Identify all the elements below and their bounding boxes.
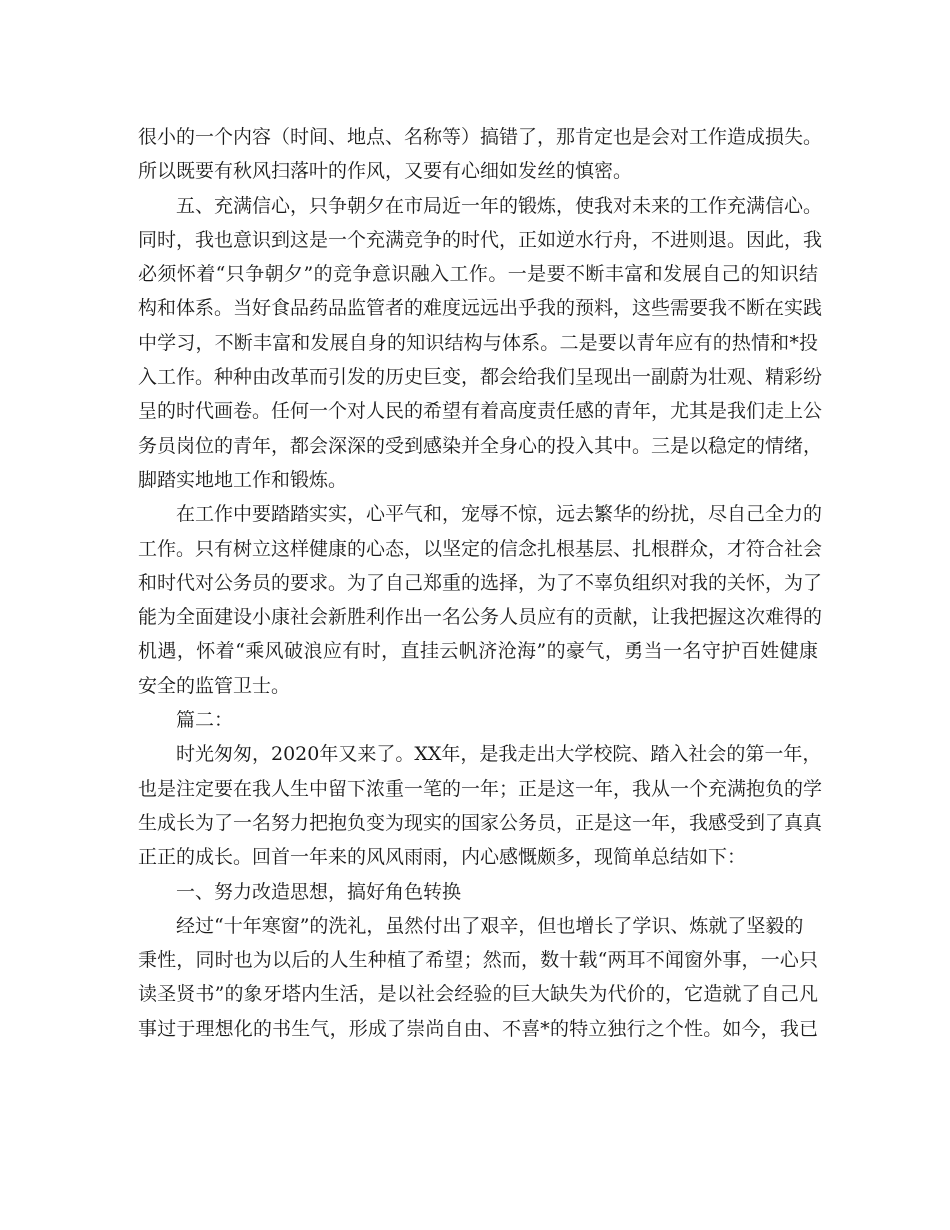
text-line: 安全的监管卫士。 bbox=[138, 674, 291, 697]
text-line: 同时，我也意识到这是一个充满竞争的时代，正如逆水行舟，不进则退。因此，我 bbox=[138, 228, 823, 251]
text-line: 篇二： bbox=[176, 709, 234, 732]
text-line: 正正的成长。回首一年来的风风雨雨，内心感慨颇多，现简单总结如下： bbox=[138, 846, 747, 869]
text-line: 入工作。种种由改革而引发的历史巨变，都会给我们呈现出一副蔚为壮观、精彩纷 bbox=[138, 366, 823, 389]
text-line: 机遇，怀着“乘风破浪应有时，直挂云帆济沧海”的豪气，勇当一名守护百姓健康 bbox=[138, 640, 818, 663]
text-line: 中学习，不断丰富和发展自身的知识结构与体系。二是要以青年应有的热情和*投 bbox=[138, 331, 818, 354]
text-line: 事过于理想化的书生气，形成了崇尚自由、不喜*的特立独行之个性。如今，我已 bbox=[138, 1017, 818, 1040]
text-line: 在工作中要踏踏实实，心平气和，宠辱不惊，远去繁华的纷扰，尽自己全力的 bbox=[176, 503, 823, 526]
document-body bbox=[138, 120, 823, 1046]
text-line: 构和体系。当好食品药品监管者的难度远远出乎我的预料，这些需要我不断在实践 bbox=[138, 297, 823, 320]
text-line: 经过“十年寒窗”的洗礼，虽然付出了艰辛，但也增长了学识、炼就了坚毅的 bbox=[176, 914, 804, 937]
text-line: 秉性，同时也为以后的人生种植了希望；然而，数十载“两耳不闻窗外事，一心只 bbox=[138, 949, 818, 972]
text-line: 生成长为了一名努力把抱负变为现实的国家公务员，正是这一年，我感受到了真真 bbox=[138, 811, 823, 834]
text-line: 很小的一个内容（时间、地点、名称等）搞错了，那肯定也是会对工作造成损失。 bbox=[138, 126, 823, 148]
text-line: 呈的时代画卷。任何一个对人民的希望有着高度责任感的青年，尤其是我们走上公 bbox=[138, 400, 823, 423]
text-line: 读圣贤书”的象牙塔内生活，是以社会经验的巨大缺失为代价的，它造就了自己凡 bbox=[138, 983, 818, 1006]
text-line: 时光匆匆，2020年又来了。XX年，是我走出大学校院、踏入社会的第一年， bbox=[176, 743, 822, 766]
text-line: 必须怀着“只争朝夕”的竞争意识融入工作。一是要不断丰富和发展自己的知识结 bbox=[138, 263, 818, 286]
text-line: 五、充满信心，只争朝夕在市局近一年的锻炼，使我对未来的工作充满信心。 bbox=[176, 194, 823, 217]
text-line: 和时代对公务员的要求。为了自己郑重的选择，为了不辜负组织对我的关怀，为了 bbox=[138, 571, 823, 594]
text-line: 工作。只有树立这样健康的心态，以坚定的信念扎根基层、扎根群众，才符合社会 bbox=[138, 537, 823, 560]
text-line: 能为全面建设小康社会新胜利作出一名公务人员应有的贡献，让我把握这次难得的 bbox=[138, 606, 823, 629]
text-line: 务员岗位的青年，都会深深的受到感染并全身心的投入其中。三是以稳定的情绪， bbox=[138, 434, 823, 457]
text-line: 也是注定要在我人生中留下浓重一笔的一年；正是这一年，我从一个充满抱负的学 bbox=[138, 777, 823, 800]
text-line: 所以既要有秋风扫落叶的作风，又要有心细如发丝的慎密。 bbox=[138, 160, 633, 183]
text-line: 脚踏实地地工作和锻炼。 bbox=[138, 468, 348, 491]
text-line: 一、努力改造思想，搞好角色转换 bbox=[176, 880, 462, 903]
